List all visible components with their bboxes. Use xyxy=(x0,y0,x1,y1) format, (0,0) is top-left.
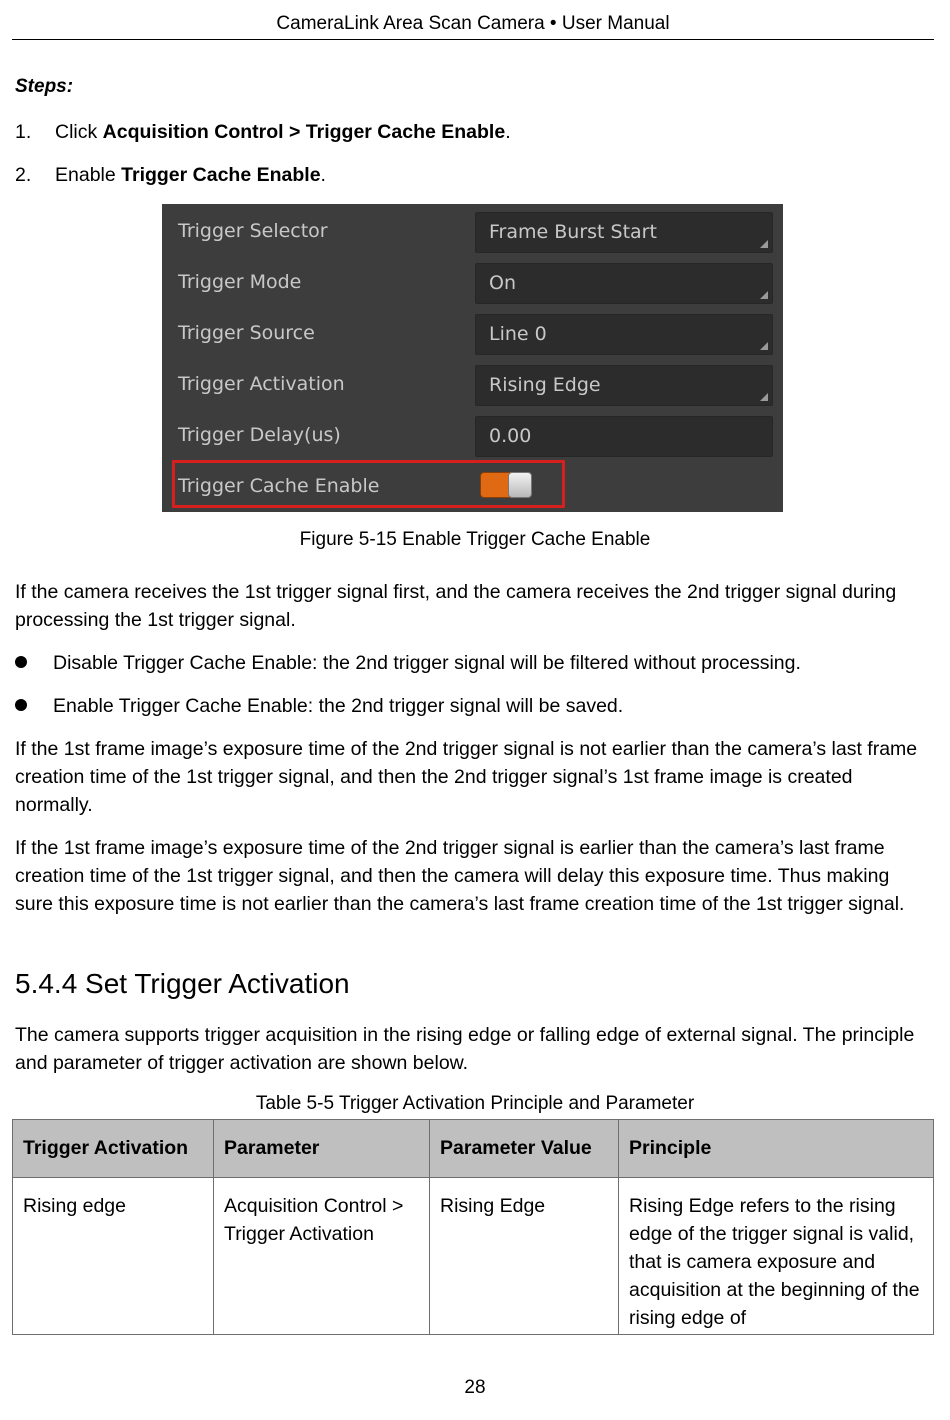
table-cell xyxy=(214,1178,430,1335)
steps-title: Steps: xyxy=(15,76,74,97)
trigger-mode-value: On xyxy=(489,272,516,294)
dropdown-corner-icon xyxy=(760,240,768,248)
cell-text: Rising edge xyxy=(23,1195,126,1217)
table-header-cell: Principle xyxy=(619,1120,934,1178)
trigger-activation-label: Trigger Activation xyxy=(178,373,345,395)
figure-caption: Figure 5-15 Enable Trigger Cache Enable xyxy=(299,529,651,550)
step-suffix: . xyxy=(505,121,511,143)
trigger-activation-table xyxy=(12,1119,934,1335)
step-1 xyxy=(15,119,511,145)
trigger-mode-label: Trigger Mode xyxy=(178,271,302,293)
trigger-source-value: Line 0 xyxy=(489,323,547,345)
table-cell xyxy=(619,1178,934,1335)
step-2 xyxy=(15,162,326,188)
trigger-activation-value: Rising Edge xyxy=(489,374,601,396)
toggle-knob[interactable] xyxy=(508,472,532,498)
table-header-cell: Parameter Value xyxy=(430,1120,619,1178)
paragraph-earlier: If the 1st frame image’s exposure time of the 2nd trigger signal is earlier than the camera’s last frame creation time of the 1st trigger signal, and then the camera will delay this exposure time. Thus making sure this exposure time is not earlier than the camera’s last frame creation time of the 1st trigger signal. xyxy=(15,837,905,915)
table-row xyxy=(13,1178,934,1335)
trigger-cache-toggle[interactable] xyxy=(480,472,532,498)
trigger-settings-screenshot xyxy=(162,204,783,512)
step-text: Enable xyxy=(55,164,122,186)
intro-paragraph: If the camera receives the 1st trigger signal first, and the camera receives the 2nd trigger signal during processing the 1st trigger signal. xyxy=(15,581,897,631)
trigger-selector-row xyxy=(162,206,783,257)
bullet-text: Enable Trigger Cache Enable: the 2nd trigger signal will be saved. xyxy=(53,695,624,717)
trigger-source-dropdown[interactable] xyxy=(475,314,773,355)
trigger-delay-value: 0.00 xyxy=(489,425,532,447)
bullet-item xyxy=(15,650,801,676)
step-number: 1. xyxy=(15,121,32,143)
trigger-source-label: Trigger Source xyxy=(178,322,315,344)
trigger-delay-input[interactable] xyxy=(475,416,773,457)
cell-text: Rising Edge refers to the rising edge of the trigger signal is valid, that is camera exposure and acquisition at the beginning of the rising edge of xyxy=(629,1195,920,1329)
trigger-source-row xyxy=(162,308,783,359)
trigger-mode-row xyxy=(162,257,783,308)
trigger-selector-dropdown[interactable] xyxy=(475,212,773,253)
trigger-delay-label: Trigger Delay(us) xyxy=(178,424,341,446)
section-heading: 5.4.4 Set Trigger Activation xyxy=(15,968,350,999)
dropdown-corner-icon xyxy=(760,393,768,401)
section-paragraph: The camera supports trigger acquisition in the rising edge or falling edge of external signal. The principle and parameter of trigger activation are shown below. xyxy=(15,1024,915,1074)
trigger-activation-row xyxy=(162,359,783,410)
table-header-cell: Parameter xyxy=(214,1120,430,1178)
table-cell xyxy=(13,1178,214,1335)
step-number: 2. xyxy=(15,164,32,186)
table-header-row xyxy=(13,1120,934,1178)
table-header-cell: Trigger Activation xyxy=(13,1120,214,1178)
dropdown-corner-icon xyxy=(760,342,768,350)
bullet-icon xyxy=(15,699,27,711)
step-text: Click xyxy=(55,121,103,143)
table-cell xyxy=(430,1178,619,1335)
step-suffix: . xyxy=(320,164,326,186)
bullet-text: Disable Trigger Cache Enable: the 2nd trigger signal will be filtered without processing. xyxy=(53,652,801,674)
bullet-item xyxy=(15,693,623,719)
table-caption: Table 5-5 Trigger Activation Principle and Parameter xyxy=(255,1093,695,1114)
bullet-icon xyxy=(15,656,27,668)
trigger-selector-value: Frame Burst Start xyxy=(489,221,657,243)
header-title: CameraLink Area Scan Camera • User Manual xyxy=(276,13,670,34)
step-bold-text: Trigger Cache Enable xyxy=(121,164,321,186)
trigger-mode-dropdown[interactable] xyxy=(475,263,773,304)
trigger-delay-row xyxy=(162,410,783,461)
trigger-activation-dropdown[interactable] xyxy=(475,365,773,406)
trigger-selector-label: Trigger Selector xyxy=(178,220,328,242)
page-number: 28 xyxy=(464,1377,486,1398)
paragraph-not-earlier: If the 1st frame image’s exposure time of the 2nd trigger signal is not earlier than the camera’s last frame creation time of the 1st trigger signal, and then the 2nd trigger signal’s 1st frame image is created normally. xyxy=(15,738,918,816)
page-header xyxy=(12,10,934,40)
step-bold-text: Acquisition Control > Trigger Cache Enable xyxy=(102,121,506,143)
dropdown-corner-icon xyxy=(760,291,768,299)
cell-text: Rising Edge xyxy=(440,1195,546,1217)
cell-text: Acquisition Control > Trigger Activation xyxy=(224,1195,404,1245)
trigger-cache-label: Trigger Cache Enable xyxy=(178,475,380,497)
